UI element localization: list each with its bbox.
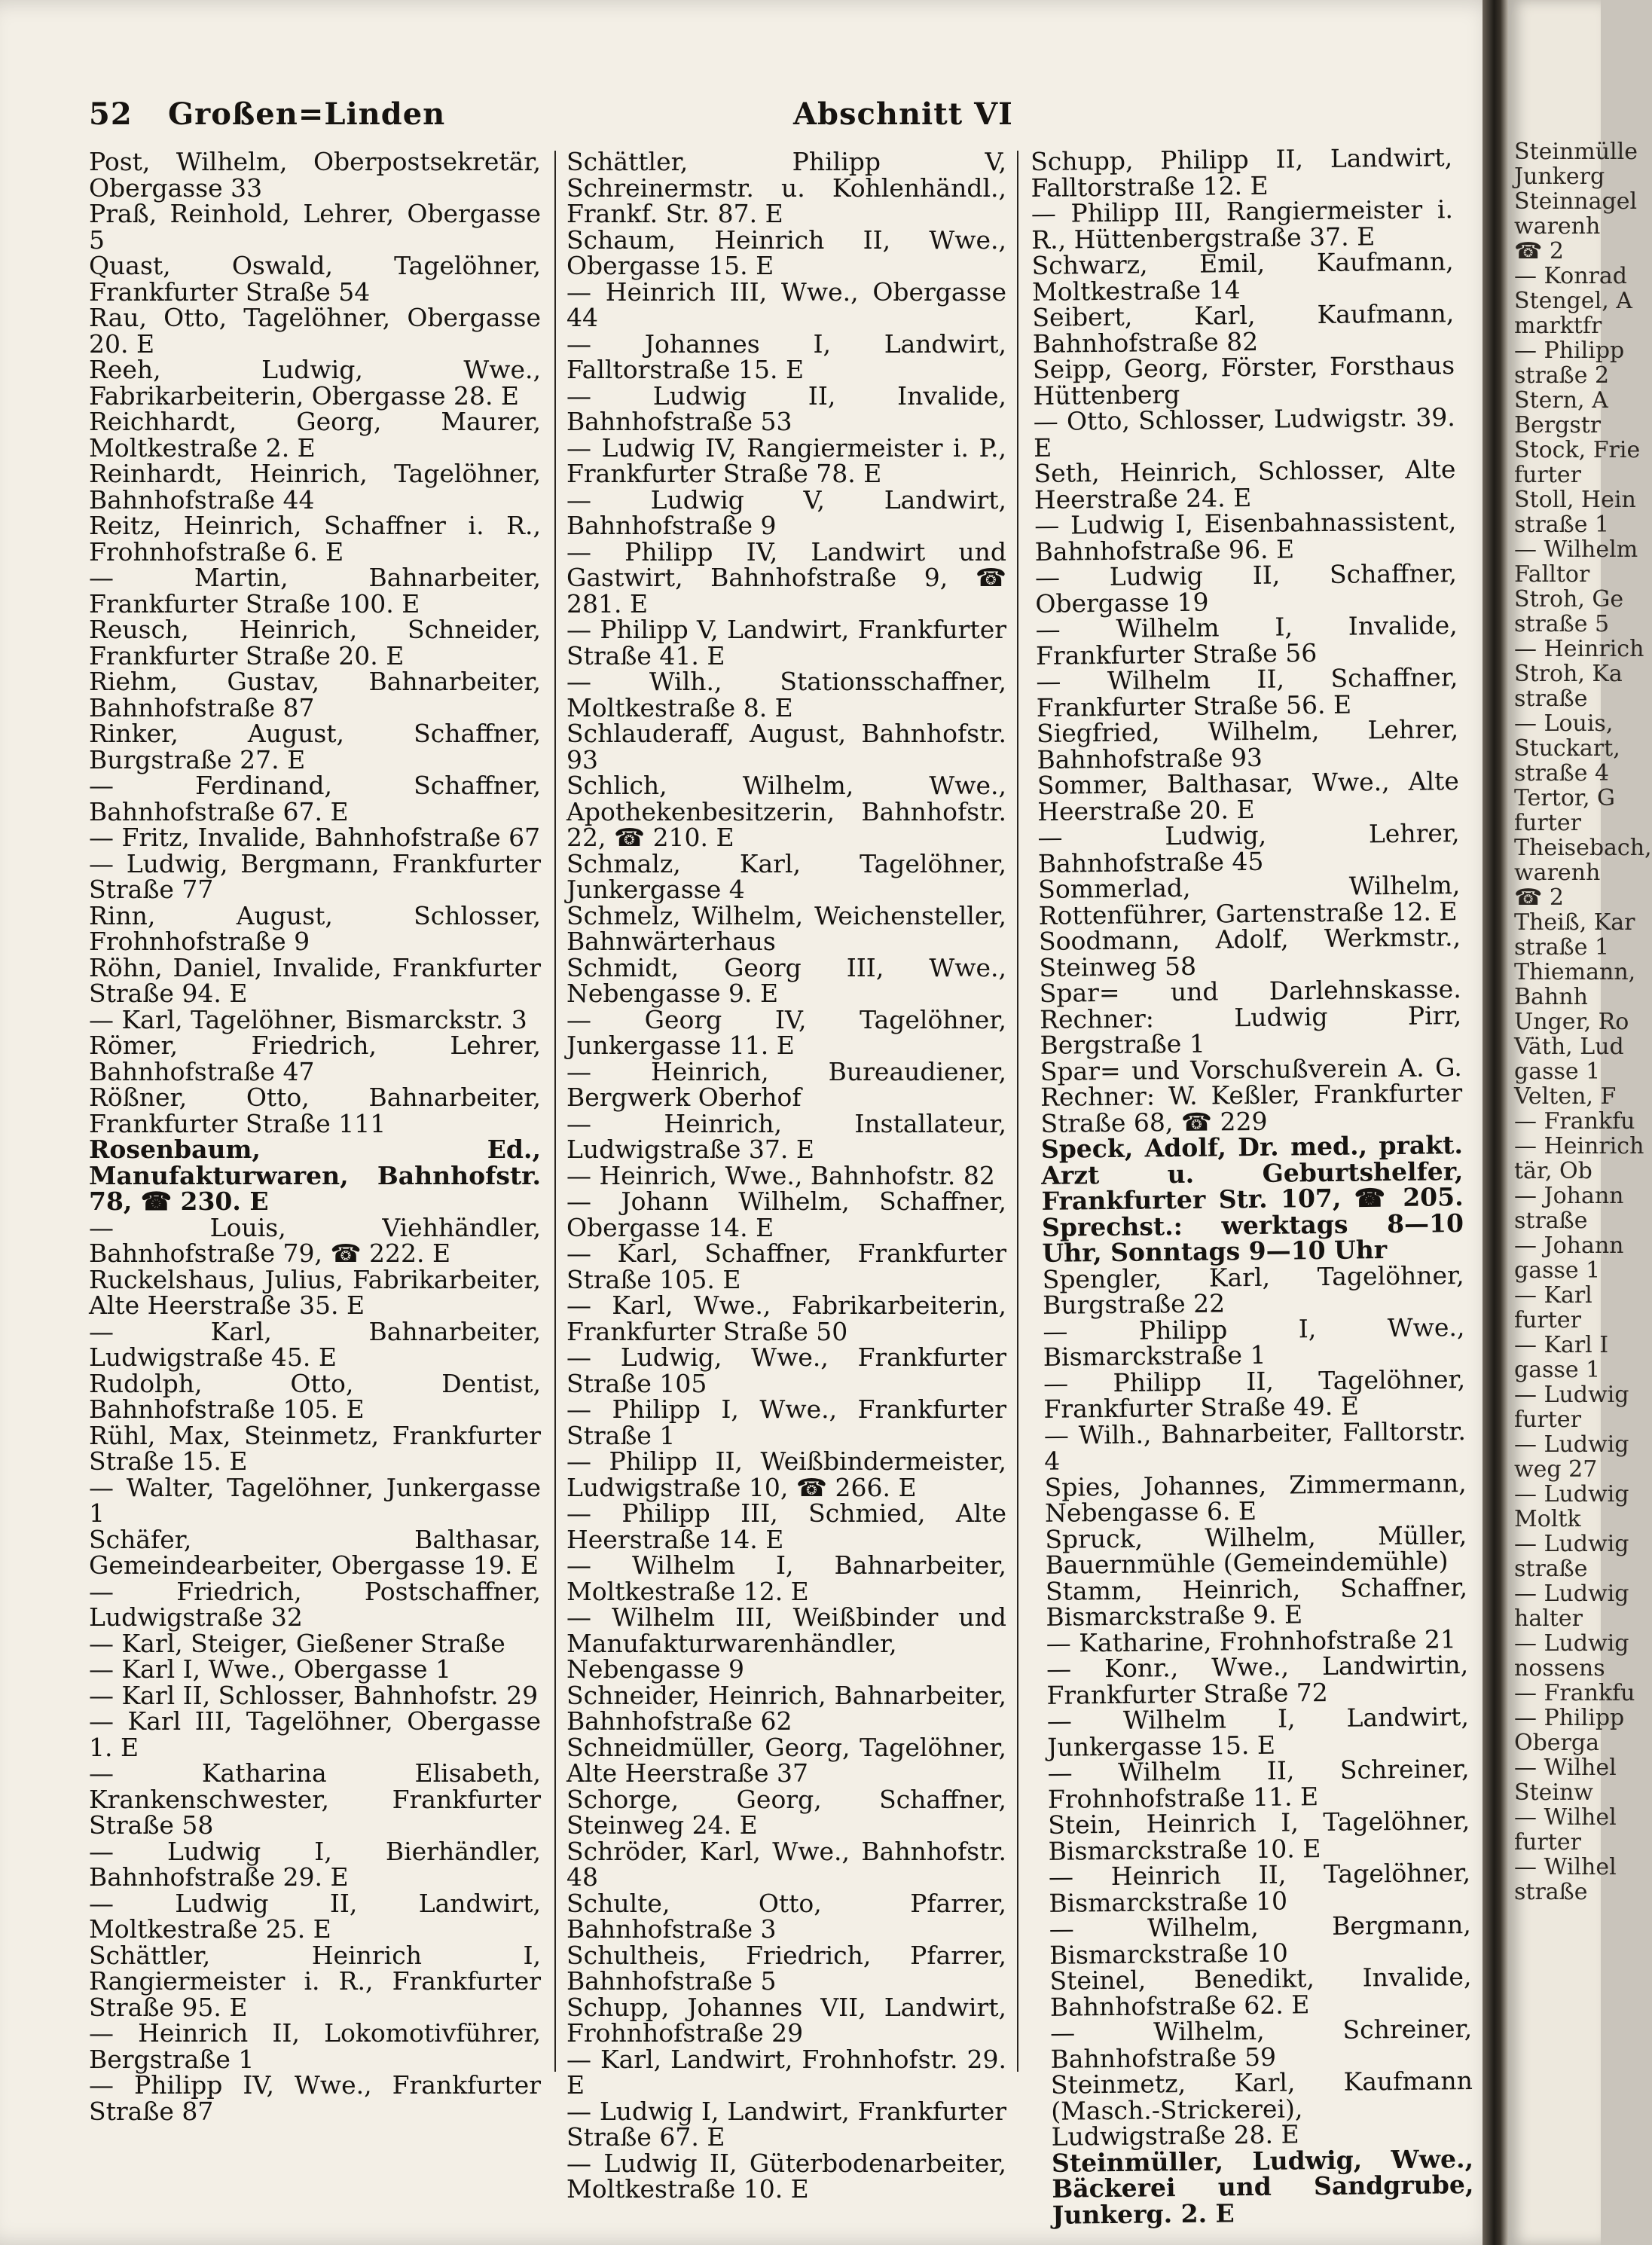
directory-entry: — Heinrich, Bureaudiener, Bergwerk Oberhof (566, 1056, 1006, 1112)
facing-page-fragment: furter (1514, 1307, 1581, 1333)
directory-entry: Sommer, Balthasar, Wwe., Alte Heerstraße 20. E (1037, 766, 1460, 826)
directory-entry: — Martin, Bahnarbeiter, Frankfurter Straße 100. E (89, 563, 541, 619)
facing-page-fragment: — Ludwig (1514, 1531, 1629, 1557)
directory-entry: Speck, Adolf, Dr. med., prakt. Arzt u. Geburtshelfer, Frankfurter Str. 107, ☎ 205. Sprechst.: werktags 8—10 Uhr, Sonntags 9—10 Uhr (1040, 1130, 1464, 1268)
directory-entry: Sommerlad, Wilhelm, Rottenführer, Gartenstraße 12. E (1038, 870, 1461, 930)
directory-entry: — Heinrich II, Lokomotivführer, Bergstraße 1 (89, 2018, 541, 2074)
directory-entry: — Ludwig II, Güterbodenarbeiter, Moltkestraße 10. E (566, 2148, 1006, 2204)
directory-entry: — Otto, Schlosser, Ludwigstr. 39. E (1033, 402, 1455, 463)
directory-entry: — Ludwig, Wwe., Frankfurter Straße 105 (566, 1342, 1006, 1398)
directory-entry: — Wilhelm I, Invalide, Frankfurter Straße 56 (1035, 610, 1458, 670)
directory-entry: — Ludwig II, Schaffner, Obergasse 19 (1034, 558, 1458, 619)
column-3 (1030, 142, 1474, 2230)
directory-entry: Schulte, Otto, Pfarrer, Bahnhofstraße 3 (566, 1888, 1006, 1944)
directory-entry: Reinhardt, Heinrich, Tagelöhner, Bahnhofstraße 44 (89, 459, 541, 515)
facing-page-fragment: Stroh, Ka (1514, 661, 1623, 687)
directory-entry: Reusch, Heinrich, Schneider, Frankfurter Straße 20. E (89, 615, 541, 670)
directory-entry: — Walter, Tagelöhner, Junkergasse 1 (89, 1472, 541, 1528)
directory-entry: Rinn, August, Schlosser, Frohnhofstraße 9 (89, 900, 541, 956)
facing-page-fragment: weg 27 (1514, 1456, 1598, 1483)
directory-entry: Seibert, Karl, Kaufmann, Bahnhofstraße 82 (1032, 298, 1455, 359)
directory-entry: Schorge, Georg, Schaffner, Steinweg 24. E (566, 1784, 1006, 1840)
page-header (89, 96, 1467, 142)
directory-entry: Rau, Otto, Tagelöhner, Obergasse 20. E (89, 303, 541, 359)
facing-page-fragment: — Wilhel (1514, 1755, 1617, 1781)
facing-page-fragment: Thiemann, (1514, 959, 1636, 985)
directory-entry: — Wilh., Bahnarbeiter, Falltorstr. 4 (1043, 1416, 1467, 1476)
facing-page-fragment: — Johann (1514, 1183, 1624, 1209)
facing-page-fragment: — Johann (1514, 1232, 1624, 1259)
directory-entry: — Ferdinand, Schaffner, Bahnhofstraße 67. E (89, 771, 541, 826)
facing-page-fragment: furter (1514, 810, 1581, 836)
directory-entry: Spar= und Darlehnskasse. Rechner: Ludwig Pirr, Bergstraße 1 (1039, 974, 1462, 1060)
directory-entry: — Karl III, Tagelöhner, Obergasse 1. E (89, 1706, 541, 1762)
directory-entry: — Karl, Bahnarbeiter, Ludwigstraße 45. E (89, 1316, 541, 1372)
facing-page-fragment: — Frankfu (1514, 1680, 1635, 1706)
facing-page-fragment: marktfr (1514, 313, 1602, 339)
directory-entry: Schmelz, Wilhelm, Weichensteller, Bahnwärterhaus (566, 900, 1006, 956)
facing-page-fragment: straße 1 (1514, 512, 1610, 538)
facing-page-fragment: — Ludwig (1514, 1431, 1629, 1458)
facing-page-fragment: — Heinrich (1514, 1133, 1644, 1159)
facing-page-fragment: Unger, Ro (1514, 1009, 1629, 1035)
facing-page-fragment: furter (1514, 1829, 1581, 1856)
facing-page-fragment: Stengel, A (1514, 288, 1632, 314)
facing-page-fragment: Steinmülle (1514, 139, 1638, 165)
directory-entry: — Johannes I, Landwirt, Falltorstraße 15. E (566, 328, 1006, 384)
directory-entry: Reeh, Ludwig, Wwe., Fabrikarbeiterin, Obergasse 28. E (89, 355, 541, 411)
page-number: 52 (89, 96, 133, 132)
directory-entry: Schmalz, Karl, Tagelöhner, Junkergasse 4 (566, 848, 1006, 904)
facing-page-fragment: Stoll, Hein (1514, 487, 1636, 513)
column-1 (89, 149, 541, 2124)
facing-page-fragment: — Karl (1514, 1282, 1592, 1309)
directory-entry: — Karl I, Wwe., Obergasse 1 (89, 1654, 451, 1684)
facing-page-fragment: — Ludwig (1514, 1581, 1629, 1607)
facing-page-fragment: Theiß, Kar (1514, 909, 1635, 936)
directory-entry: — Heinrich III, Wwe., Obergasse 44 (566, 276, 1006, 332)
directory-entry: Röhn, Daniel, Invalide, Frankfurter Straße 94. E (89, 952, 541, 1008)
facing-page-fragment: Steinnagel (1514, 188, 1638, 215)
directory-entry: — Philipp I, Wwe., Bismarckstraße 1 (1043, 1312, 1465, 1372)
directory-entry: — Georg IV, Tagelöhner, Junkergasse 11. E (566, 1004, 1006, 1060)
facing-page-fragment: Stuckart, (1514, 735, 1620, 762)
directory-entry: — Wilhelm III, Weißbinder und Manufakturwarenhändler, Nebengasse 9 (566, 1602, 1006, 1684)
directory-entry: Schlauderaff, August, Bahnhofstr. 93 (566, 719, 1006, 774)
directory-entry: — Ludwig IV, Rangiermeister i. P., Frankfurter Straße 78. E (566, 432, 1006, 488)
directory-entry: Rößner, Otto, Bahnarbeiter, Frankfurter Straße 111 (89, 1083, 541, 1138)
facing-page-edge (1508, 0, 1652, 2245)
facing-page-fragment: gasse 1 (1514, 1357, 1601, 1383)
directory-entry: — Katharina Elisabeth, Krankenschwester, Frankfurter Straße 58 (89, 1758, 541, 1840)
directory-entry: Schneider, Heinrich, Bahnarbeiter, Bahnhofstraße 62 (566, 1680, 1006, 1736)
facing-page-fragment: furter (1514, 1407, 1581, 1433)
directory-entry: Reitz, Heinrich, Schaffner i. R., Frohnhofstraße 6. E (89, 511, 541, 567)
directory-entry: Reichhardt, Georg, Maurer, Moltkestraße 2. E (89, 407, 541, 463)
section-title: Abschnitt VI (793, 96, 1013, 132)
directory-entry: Rosenbaum, Ed., Manufakturwaren, Bahnhofstr. 78, ☎ 230. E (89, 1135, 541, 1216)
facing-page-fragment: tär, Ob (1514, 1158, 1592, 1184)
facing-page-fragment: straße (1514, 1556, 1588, 1582)
facing-page-fragment: straße 5 (1514, 611, 1610, 637)
directory-entry: — Philipp III, Rangiermeister i. R., Hüttenbergstraße 37. E (1031, 194, 1454, 255)
facing-page-fragment: ☎ 2 (1514, 884, 1564, 911)
column-2 (566, 149, 1006, 2203)
directory-entry: — Ludwig I, Eisenbahnassistent, Bahnhofstraße 96. E (1034, 506, 1457, 567)
directory-entry: — Karl, Tagelöhner, Bismarckstr. 3 (89, 1004, 527, 1034)
directory-entry: Spengler, Karl, Tagelöhner, Burgstraße 22 (1042, 1260, 1464, 1320)
facing-page-fragment: — Karl I (1514, 1332, 1609, 1358)
directory-entry: — Philipp II, Tagelöhner, Frankfurter Straße 49. E (1043, 1364, 1466, 1424)
directory-entry: — Ludwig V, Landwirt, Bahnhofstraße 9 (566, 484, 1006, 540)
directory-entry: — Karl, Wwe., Fabrikarbeiterin, Frankfurter Straße 50 (566, 1290, 1006, 1346)
facing-page-fragment: furter (1514, 462, 1581, 488)
directory-entry: — Wilhelm, Schreiner, Bahnhofstraße 59 (1049, 2013, 1473, 2074)
directory-entry: — Katharine, Frohnhofstraße 21 (1046, 1623, 1457, 1658)
directory-entry: Schmidt, Georg III, Wwe., Nebengasse 9. E (566, 952, 1006, 1008)
facing-page-fragment: — Wilhelm (1514, 536, 1638, 563)
directory-entry: Römer, Friedrich, Lehrer, Bahnhofstraße 47 (89, 1031, 541, 1086)
directory-entry: Schättler, Philipp V, Schreinermstr. u. Kohlenhändl., Frankf. Str. 87. E (566, 147, 1006, 228)
directory-entry: Schneidmüller, Georg, Tagelöhner, Alte Heerstraße 37 (566, 1732, 1006, 1788)
directory-entry: Ruckelshaus, Julius, Fabrikarbeiter, Alte Heerstraße 35. E (89, 1264, 541, 1320)
column-rule (1017, 151, 1018, 2072)
facing-page-fragment: warenh (1514, 213, 1601, 240)
facing-page-fragment: Velten, F (1514, 1083, 1617, 1110)
directory-entry: Steinmetz, Karl, Kaufmann (Masch.-Strickerei), Ludwigstraße 28. E (1050, 2065, 1473, 2152)
directory-entry: — Ludwig, Lehrer, Bahnhofstraße 45 (1037, 818, 1460, 878)
facing-page-fragment: warenh (1514, 860, 1601, 886)
facing-page-fragment: — Wilhel (1514, 1804, 1617, 1831)
directory-entry: — Ludwig, Bergmann, Frankfurter Straße 77 (89, 848, 541, 904)
directory-entry: — Heinrich II, Tagelöhner, Bismarckstraße 10 (1048, 1858, 1471, 1918)
directory-entry: Spruck, Wilhelm, Müller, Bauernmühle (Gemeindemühle) (1045, 1520, 1467, 1580)
directory-entry: Seth, Heinrich, Schlosser, Alte Heerstraße 24. E (1034, 454, 1456, 515)
facing-page-fragment: halter (1514, 1605, 1583, 1632)
facing-page-fragment: — Heinrich (1514, 636, 1644, 662)
facing-page-fragment: — Louis, (1514, 710, 1614, 737)
directory-entry: — Heinrich, Wwe., Bahnhofstr. 82 (566, 1160, 995, 1190)
directory-entry: Schröder, Karl, Wwe., Bahnhofstr. 48 (566, 1836, 1006, 1892)
directory-entry: — Wilhelm II, Schreiner, Frohnhofstraße 11. E (1047, 1754, 1470, 1814)
facing-page-fragment: — Ludwig (1514, 1481, 1629, 1507)
facing-page-fragment: straße (1514, 1879, 1588, 1905)
facing-page-fragment: straße 2 (1514, 362, 1610, 389)
directory-entry: Stamm, Heinrich, Schaffner, Bismarckstraße 9. E (1045, 1572, 1468, 1632)
facing-page-fragment: Stern, A (1514, 387, 1608, 414)
directory-entry: — Fritz, Invalide, Bahnhofstraße 67 (89, 823, 541, 852)
directory-entry: Stein, Heinrich I, Tagelöhner, Bismarckstraße 10. E (1048, 1806, 1470, 1866)
facing-page-fragment: Väth, Lud (1514, 1034, 1624, 1060)
facing-page-fragment: — Ludwig (1514, 1382, 1629, 1408)
facing-page-fragment: Theisebach, (1514, 835, 1652, 861)
directory-entry: — Philipp IV, Landwirt und Gastwirt, Bahnhofstraße 9, ☎ 281. E (566, 536, 1006, 619)
facing-page-fragments (1508, 0, 1652, 1905)
directory-entry: Steinmüller, Ludwig, Wwe., Bäckerei und Sandgrube, Junkerg. 2. E (1051, 2143, 1474, 2230)
facing-page-fragment: — Frankfu (1514, 1108, 1635, 1135)
facing-page-fragment: — Philipp (1514, 338, 1625, 364)
facing-page-fragment: Stroh, Ge (1514, 586, 1624, 612)
facing-page-fragment: gasse 1 (1514, 1058, 1601, 1085)
directory-entry: — Philipp II, Weißbindermeister, Ludwigstraße 10, ☎ 266. E (566, 1446, 1006, 1502)
town-title: Großen=Linden (168, 96, 446, 132)
facing-page-fragment: Bahnh (1514, 984, 1588, 1010)
directory-entry: — Ludwig I, Landwirt, Frankfurter Straße 67. E (566, 2096, 1006, 2152)
directory-entry: Siegfried, Wilhelm, Lehrer, Bahnhofstraße 93 (1036, 714, 1459, 774)
directory-entry: Rudolph, Otto, Dentist, Bahnhofstraße 105. E (89, 1368, 541, 1424)
facing-page-fragment: gasse 1 (1514, 1257, 1601, 1284)
directory-entry: Riehm, Gustav, Bahnarbeiter, Bahnhofstraße 87 (89, 667, 541, 722)
directory-entry: — Karl II, Schlosser, Bahnhofstr. 29 (89, 1680, 539, 1710)
directory-entry: Rühl, Max, Steinmetz, Frankfurter Straße 15. E (89, 1420, 541, 1476)
directory-entry: Rinker, August, Schaffner, Burgstraße 27. E (89, 719, 541, 774)
facing-page-fragment: straße 4 (1514, 760, 1610, 787)
directory-entry: — Philipp V, Landwirt, Frankfurter Straße 41. E (566, 615, 1006, 670)
facing-page-fragment: — Konrad (1514, 263, 1627, 289)
directory-entry: Schupp, Philipp II, Landwirt, Falltorstraße 12. E (1030, 142, 1453, 203)
directory-entry: — Ludwig II, Invalide, Bahnhofstraße 53 (566, 380, 1006, 436)
directory-entry: — Wilhelm I, Bahnarbeiter, Moltkestraße 12. E (566, 1550, 1006, 1606)
facing-page-fragment: Stock, Frie (1514, 437, 1641, 463)
facing-page-fragment: Tertor, G (1514, 785, 1615, 811)
facing-page-fragment: Moltk (1514, 1506, 1581, 1532)
facing-page-fragment: — Ludwig (1514, 1630, 1629, 1657)
directory-entry: Soodmann, Adolf, Werkmstr., Steinweg 58 (1038, 922, 1461, 982)
directory-entry: — Philipp III, Schmied, Alte Heerstraße 14. E (566, 1498, 1006, 1554)
directory-entry: Schäfer, Balthasar, Gemeindearbeiter, Obergasse 19. E (89, 1524, 541, 1580)
directory-entry: — Heinrich, Installateur, Ludwigstraße 37. E (566, 1108, 1006, 1164)
directory-entry: — Wilhelm II, Schaffner, Frankfurter Straße 56. E (1036, 662, 1458, 722)
directory-entry: — Ludwig II, Landwirt, Moltkestraße 25. E (89, 1888, 541, 1944)
directory-entry: Schultheis, Friedrich, Pfarrer, Bahnhofstraße 5 (566, 1940, 1006, 1996)
directory-entry: — Karl, Landwirt, Frohnhofstr. 29. E (566, 2044, 1006, 2100)
directory-entry: — Louis, Viehhändler, Bahnhofstraße 79, ☎ 222. E (89, 1212, 541, 1268)
directory-entry: Post, Wilhelm, Oberpostsekretär, Obergasse 33 (89, 147, 541, 203)
facing-page-fragment: straße 1 (1514, 934, 1610, 961)
facing-page-fragment: ☎ 2 (1514, 238, 1564, 264)
facing-page-fragment: Oberga (1514, 1730, 1599, 1756)
directory-entry: — Johann Wilhelm, Schaffner, Obergasse 14. E (566, 1187, 1006, 1242)
directory-entry: — Konr., Wwe., Landwirtin, Frankfurter Straße 72 (1046, 1650, 1469, 1710)
directory-entry: Schättler, Heinrich I, Rangiermeister i. R., Frankfurter Straße 95. E (89, 1940, 541, 2022)
facing-page-fragment: — Philipp (1514, 1705, 1625, 1731)
facing-page-fragment: — Wilhel (1514, 1854, 1617, 1880)
directory-entry: Steinel, Benedikt, Invalide, Bahnhofstraße 62. E (1049, 1962, 1472, 2022)
column-rule (554, 151, 556, 2072)
directory-entry: Praß, Reinhold, Lehrer, Obergasse 5 (89, 199, 541, 255)
directory-entry: Spies, Johannes, Zimmermann, Nebengasse 6. E (1044, 1468, 1467, 1528)
directory-entry: Seipp, Georg, Förster, Forsthaus Hüttenberg (1032, 350, 1455, 411)
directory-entry: — Friedrich, Postschaffner, Ludwigstraße 32 (89, 1576, 541, 1632)
facing-page-fragment: Junkerg (1514, 163, 1605, 190)
directory-entry: — Philipp IV, Wwe., Frankfurter Straße 87 (89, 2070, 541, 2126)
directory-entry: — Philipp I, Wwe., Frankfurter Straße 1 (566, 1394, 1006, 1450)
directory-entry: Schlich, Wilhelm, Wwe., Apothekenbesitzerin, Bahnhofstr. 22, ☎ 210. E (566, 771, 1006, 852)
directory-entry: — Karl, Schaffner, Frankfurter Straße 105. E (566, 1239, 1006, 1294)
directory-entry: — Ludwig I, Bierhändler, Bahnhofstraße 29. E (89, 1836, 541, 1892)
facing-page-fragment: nossens (1514, 1655, 1605, 1681)
facing-page-fragment: Bergstr (1514, 412, 1602, 438)
directory-entry: Schupp, Johannes VII, Landwirt, Frohnhofstraße 29 (566, 1992, 1006, 2048)
facing-page-fragment: Falltor (1514, 561, 1590, 588)
facing-page-fragment: straße (1514, 686, 1588, 712)
directory-entry: Spar= und Vorschußverein A. G. Rechner: W. Keßler, Frankfurter Straße 68, ☎ 229 (1040, 1052, 1463, 1138)
directory-entry: Quast, Oswald, Tagelöhner, Frankfurter Straße 54 (89, 251, 541, 307)
directory-entry: Schwarz, Emil, Kaufmann, Moltkestraße 14 (1031, 246, 1454, 307)
book-spine (1483, 0, 1508, 2245)
directory-entry: — Wilh., Stationsschaffner, Moltkestraße 8. E (566, 667, 1006, 722)
directory-entry: — Karl, Steiger, Gießener Straße (89, 1628, 505, 1658)
directory-entry: Schaum, Heinrich II, Wwe., Obergasse 15. E (566, 225, 1006, 280)
directory-entry: — Wilhelm I, Landwirt, Junkergasse 15. E (1046, 1702, 1470, 1762)
directory-entry: — Wilhelm, Bergmann, Bismarckstraße 10 (1049, 1910, 1471, 1970)
facing-page-fragment: Steinw (1514, 1779, 1593, 1806)
facing-page-fragment: straße (1514, 1208, 1588, 1234)
